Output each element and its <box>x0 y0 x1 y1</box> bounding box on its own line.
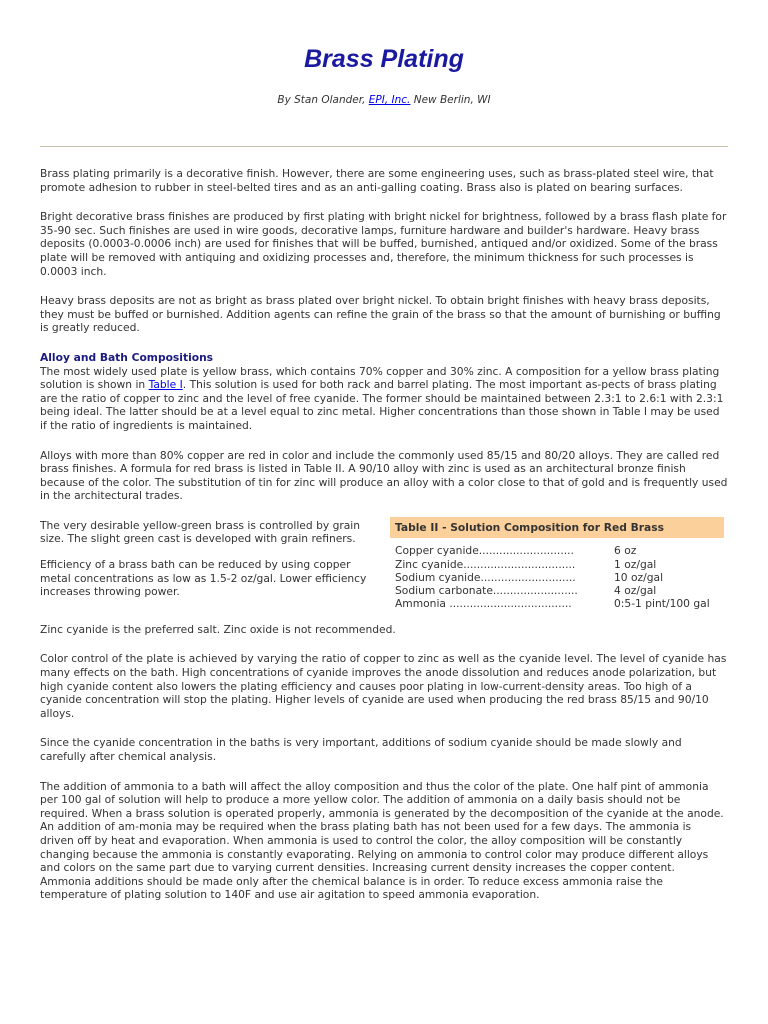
table-cell-value: 6 oz <box>614 544 637 558</box>
efficiency-paragraph: Efficiency of a brass bath can be reduced by using copper metal concentrations as low as 1.5-2 oz/gal. Lower efficiency increases throwing power. <box>40 558 367 599</box>
table-1-link[interactable]: Table I <box>148 378 183 392</box>
table-2 <box>390 517 724 611</box>
text-and-table <box>40 519 728 613</box>
side-text <box>40 519 375 611</box>
table-cell-name: Sodium carbonate......................... <box>395 584 578 598</box>
intro-paragraph-1: Brass plating primarily is a decorative finish. However, there are some engineering uses, such as brass-plated steel wire, that promote adhesion to rubber in steel-belted tires and as an anti-galling coating. Brass also is plated on bearing surfaces. <box>40 167 714 194</box>
table-cell-value: 1 oz/gal <box>614 557 657 571</box>
table-row <box>395 544 724 557</box>
yellow-green-paragraph: The very desirable yellow-green brass is controlled by grain size. The slight green cast is developed with grain refiners. <box>40 518 361 546</box>
byline <box>40 94 728 106</box>
intro-paragraph-2: Bright decorative brass finishes are produced by first plating with bright nickel for brightness, followed by a brass flash plate for 35-90 sec. Such finishes are used in wire goods, decorative lamps, furniture hardware and builder's hardware. Heavy brass deposits (0.0003-0.0006 inch) are used for finishes that will be buffed, burnished, antiqued and/or oxidized. Some of the brass plate will be removed with antiquing and oxidizing processes and, therefore, the minimum thickness for such processes is 0.0003 inch. <box>40 210 727 278</box>
color-control-paragraph: Color control of the plate is achieved by varying the ratio of copper to zinc as well as the cyanide level. The level of cyanide has many effects on the bath. High concentrations of cyanide improves the anode dissolution and reduces anode polarization, but high cyanide content also lowers the plating efficiency and causes poor plating in low-current-density areas. Too high of a cyanide concentration will stop the plating. Higher levels of cyanide are used when producing the red brass 85/15 and 90/10 alloys. <box>40 652 727 720</box>
table-row <box>395 558 724 571</box>
page-title: Brass Plating <box>304 45 464 73</box>
article-body <box>40 167 728 918</box>
section-p1-text-b: . This solution is used for both rack and barrel plating. The most important as-pects of brass plating are the ratio of copper to zinc and the level of free cyanide. The former should be maintained between 2.3:1 to 2.6:1 with 2.3:1 being ideal. The latter should be at a level equal to zinc metal. Higher concentrations than those shown in Table I may be used if the ratio of ingredients is maintained. <box>40 378 724 432</box>
table-cell-name: Sodium cyanide............................ <box>395 570 576 584</box>
section-paragraph-2: Alloys with more than 80% copper are red in color and include the commonly used 85/15 and 80/20 alloys. They are called red brass finishes. A formula for red brass is listed in Table II. A 90/10 alloy with zinc is used as an architectural bronze finish because of the color. The substitution of tin for zinc will produce an alloy with a color close to that of gold and is frequently used in the architectural trades. <box>40 448 728 503</box>
table-cell-name: Zinc cyanide................................. <box>395 557 576 571</box>
section-p1-text-a: The most widely used plate is yellow brass, which contains 70% copper and 30% zinc. A composition for a yellow brass plating solution is shown in <box>40 364 720 392</box>
table-2-rows <box>390 544 724 610</box>
zinc-cyanide-paragraph: Zinc cyanide is the preferred salt. Zinc oxide is not recommended. <box>40 622 396 636</box>
table-cell-value: 0:5-1 pint/100 gal <box>614 597 710 611</box>
section-paragraph-1 <box>40 365 728 433</box>
table-cell-name: Ammonia .................................... <box>395 597 572 611</box>
section-heading: Alloy and Bath Compositions <box>40 350 214 364</box>
epi-link[interactable]: EPI, Inc. <box>368 94 411 106</box>
table-cell-value: 4 oz/gal <box>614 584 657 598</box>
table-row <box>395 584 724 597</box>
table-cell-value: 10 oz/gal <box>614 570 664 584</box>
table-row <box>395 571 724 584</box>
byline-prefix: By Stan Olander, <box>277 94 369 106</box>
header-divider <box>40 146 728 147</box>
intro-paragraph-3: Heavy brass deposits are not as bright as brass plated over bright nickel. To obtain bright finishes with heavy brass deposits, they must be buffed or burnished. Addition agents can refine the grain of the brass so that the amount of burnishing or buffing is greatly reduced. <box>40 294 721 335</box>
ammonia-paragraph: The addition of ammonia to a bath will affect the alloy composition and thus the color of the plate. One half pint of ammonia per 100 gal of solution will help to produce a more yellow color. The addition of ammonia on a daily basis should not be required. When a brass solution is operated properly, ammonia is generated by the decomposition of the cyanide at the anode. An addition of am-monia may be required when the brass plating bath has not been used for a few days. The ammonia is driven off by heat and evaporation. When ammonia is used to control the color, the alloy composition will be constantly changing because the ammonia is constantly evaporating. Relying on ammonia to control color may produce different alloys and colors on the same part due to varying current densities. Increasing current density increases the copper content. Ammonia additions should be made only after the chemical balance is in order. To reduce excess ammonia raise the temperature of plating solution to 140F and use air agitation to speed ammonia evaporation. <box>40 779 724 902</box>
cyanide-concentration-paragraph: Since the cyanide concentration in the baths is very important, additions of sodium cyanide should be made slowly and carefully after chemical analysis. <box>40 736 682 764</box>
table-2-title: Table II - Solution Composition for Red Brass <box>390 517 724 539</box>
table-cell-name: Copper cyanide............................ <box>395 544 574 558</box>
byline-suffix: New Berlin, WI <box>410 94 491 106</box>
table-row <box>395 597 724 610</box>
